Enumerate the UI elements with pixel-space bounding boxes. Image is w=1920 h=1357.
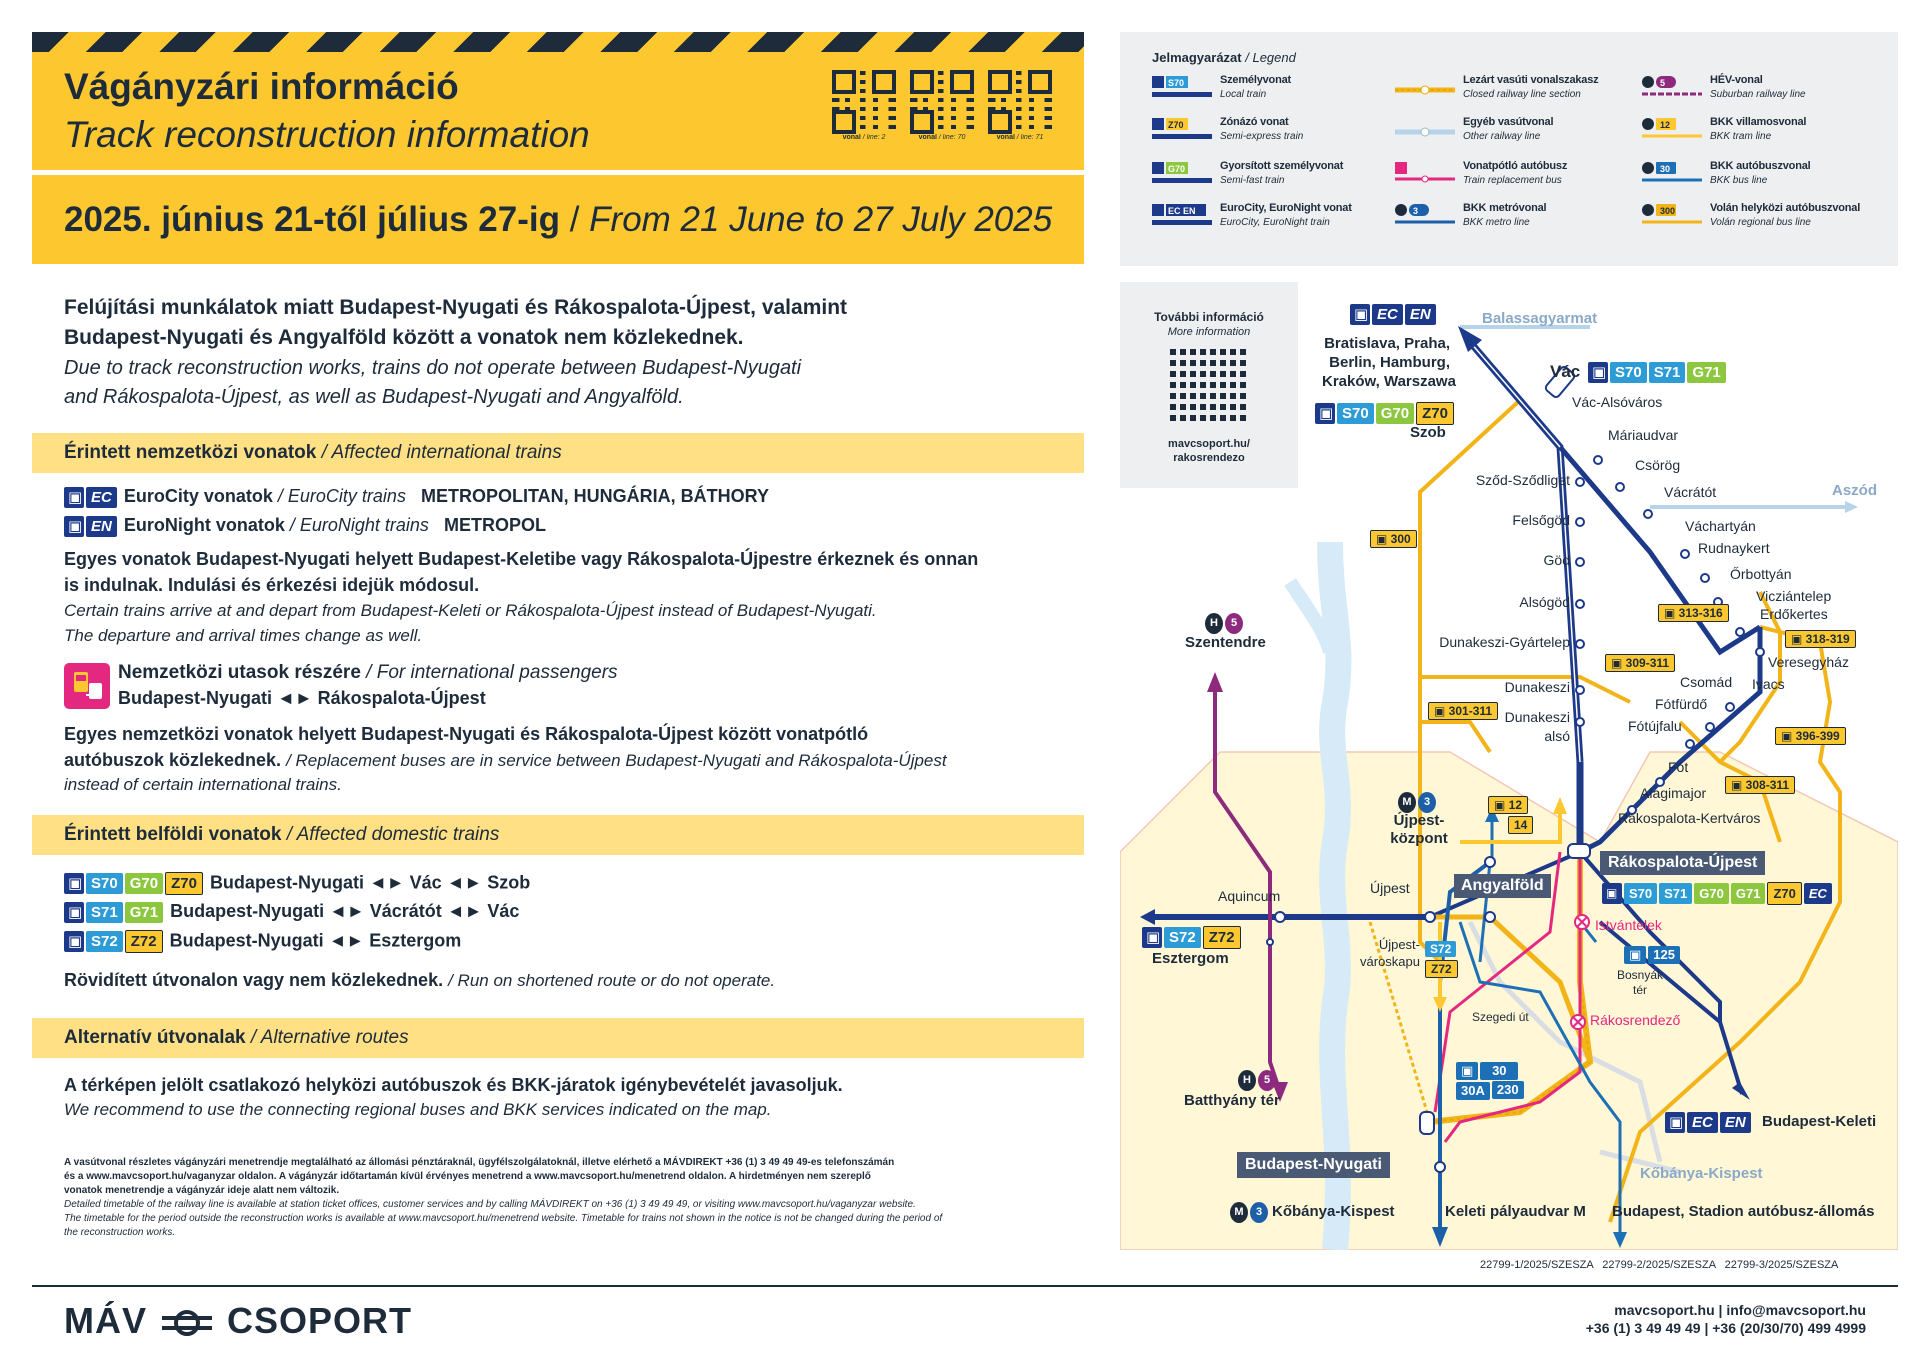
station-aszod: Aszód bbox=[1832, 482, 1877, 499]
bus-badge-313: ▣ 313-316 bbox=[1658, 604, 1731, 622]
station-keleti-palyaudvar: Keleti pályaudvar M bbox=[1445, 1203, 1586, 1220]
ec-row: ▣ EC EuroCity vonatok / EuroCity trains METROPOLITAN, HUNGÁRIA, BÁTHORY bbox=[64, 486, 769, 508]
legend-item-name: Lezárt vasúti vonalszakasz bbox=[1463, 74, 1599, 86]
domestic-note: Rövidített útvonalon vagy nem közlekednek. / Run on shortened route or do not operate. bbox=[64, 970, 776, 990]
legend-item-name: Egyéb vasútvonal bbox=[1463, 116, 1554, 128]
title-hu: Vágányzári információ bbox=[64, 66, 459, 107]
station-god: Göd bbox=[1543, 552, 1570, 568]
legend-panel bbox=[1120, 32, 1898, 266]
intl-note-en-1: Certain trains arrive at and depart from Budapest-Keleti or Rákospalota-Újpest instead of Budapest-Nyugati. bbox=[64, 601, 877, 620]
qr-code-line-70[interactable]: vonal / line: 70 bbox=[910, 70, 974, 141]
legend-item-name: Volán helyközi autóbuszvonal bbox=[1710, 202, 1861, 214]
mav-csoport-logo: MÁV CSOPORT bbox=[64, 1300, 413, 1341]
legend-title: Jelmagyarázat / Legend bbox=[1152, 50, 1296, 65]
legend-item-en: EuroCity, EuroNight train bbox=[1220, 217, 1330, 228]
legend-symbol-icon bbox=[1152, 204, 1212, 226]
intro-hu-1: Felújítási munkálatok miatt Budapest-Nyugati és Rákospalota-Újpest, valamint bbox=[64, 296, 848, 319]
train-icon: ▣ bbox=[64, 931, 84, 952]
station-budapest-keleti: Budapest-Keleti bbox=[1762, 1113, 1877, 1130]
legend-symbol-icon bbox=[1152, 118, 1212, 140]
document-numbers: 22799-1/2025/SZESZA 22799-2/2025/SZESZA 22799-3/2025/SZESZA bbox=[1480, 1259, 1839, 1271]
replacement-bus-icon bbox=[64, 663, 110, 709]
station-mariaudvar: Máriaudvar bbox=[1608, 427, 1679, 443]
alt-hu: A térképen jelölt csatlakozó helyközi autóbuszok és BKK-járatok igénybevételét javasoljuk. bbox=[64, 1075, 843, 1095]
en-row: ▣ EN EuroNight vonatok / EuroNight trains METROPOL bbox=[64, 515, 546, 537]
qr-label: vonal bbox=[842, 134, 861, 141]
legend-train-symbol bbox=[1152, 204, 1212, 228]
footer-divider bbox=[32, 1285, 1898, 1287]
more-info-qr-code[interactable] bbox=[1170, 348, 1248, 426]
hev-badge-szentendre: H 5 bbox=[1205, 613, 1245, 634]
legend-item-en: Closed railway line section bbox=[1463, 89, 1581, 100]
station-vac-alsovaros: Vác-Alsóváros bbox=[1572, 394, 1663, 410]
qr-code-line-2[interactable]: vonal / line: 2 bbox=[832, 70, 896, 141]
legend-item-en: Volán regional bus line bbox=[1710, 217, 1811, 228]
legend-item-name: Vonatpótló autóbusz bbox=[1463, 160, 1568, 172]
legend-symbol-icon bbox=[1642, 76, 1702, 98]
keleti-badges: ▣ EC EN bbox=[1665, 1112, 1753, 1133]
station-ujpest-varoskapu: Újpest- városkapu bbox=[1360, 937, 1420, 969]
station-budapest-nyugati: Budapest-Nyugati bbox=[1237, 1152, 1390, 1178]
szob-badges: ▣ S70 G70 Z70 bbox=[1315, 402, 1456, 425]
legend-symbol-icon bbox=[1395, 204, 1455, 226]
legend-item-en: Semi-express train bbox=[1220, 131, 1304, 142]
logo-wheel-icon bbox=[162, 1308, 212, 1338]
svg-text:3: 3 bbox=[1413, 206, 1419, 216]
train-icon: ▣ bbox=[64, 902, 84, 923]
legend-item-en: BKK bus line bbox=[1710, 175, 1768, 186]
station-fotfurdo: Fótfürdő bbox=[1655, 696, 1708, 712]
station-csomad: Csomád bbox=[1680, 674, 1733, 690]
vac-badges: ▣ S70 S71 G71 bbox=[1588, 362, 1728, 383]
alt-en: We recommend to use the connecting regional buses and BKK services indicated on the map. bbox=[64, 1100, 772, 1119]
station-kobanya-kispest-left: Kőbánya-Kispest bbox=[1272, 1203, 1395, 1220]
header-divider bbox=[32, 170, 1084, 175]
station-vicziantelep: Vicziántelep bbox=[1756, 588, 1832, 604]
footer-contact-2: +36 (1) 3 49 49 49 | +36 (20/30/70) 499 4999 bbox=[1585, 1320, 1866, 1336]
station-istvantelek: Istvántelek bbox=[1595, 917, 1662, 933]
bus-badge-309: ▣ 309-311 bbox=[1605, 654, 1677, 672]
metro-badge-kobanya: M 3 bbox=[1230, 1202, 1270, 1223]
station-rakospalota-ujpest: Rákospalota-Újpest bbox=[1600, 851, 1765, 875]
station-aquincum: Aquincum bbox=[1218, 888, 1281, 904]
intl-passengers: Nemzetközi utasok részére / For international passengers bbox=[118, 662, 618, 683]
train-icon: ▣ bbox=[64, 873, 84, 894]
legend-item-name: Gyorsított személyvonat bbox=[1220, 160, 1344, 172]
svg-text:30: 30 bbox=[1660, 164, 1671, 174]
train-icon: ▣ bbox=[64, 516, 84, 537]
legend-symbol-icon bbox=[1395, 76, 1455, 98]
svg-text:300: 300 bbox=[1660, 206, 1676, 216]
intl-note-hu-1: Egyes vonatok Budapest-Nyugati helyett Budapest-Keletibe vagy Rákospalota-Újpestre érkeznek és onnan bbox=[64, 549, 979, 569]
legend-item-name: HÉV-vonal bbox=[1710, 74, 1763, 86]
svg-text:Z70: Z70 bbox=[1168, 120, 1184, 130]
legend-item-en: Train replacement bus bbox=[1463, 175, 1562, 186]
station-szob: Szob bbox=[1410, 424, 1446, 441]
legend-symbol-icon bbox=[1152, 76, 1212, 98]
hev-badge-batthyany: H 5 bbox=[1238, 1070, 1278, 1091]
date-range: 2025. június 21-től július 27-ig / From 21 June to 27 July 2025 bbox=[64, 200, 1053, 239]
station-fotujfalu: Fótújfalu bbox=[1628, 718, 1682, 734]
legend-item-name: Személyvonat bbox=[1220, 74, 1291, 86]
legend-item-name: BKK metróvonal bbox=[1463, 202, 1547, 214]
legend-item-en: Suburban railway line bbox=[1710, 89, 1806, 100]
station-rakospalota-kertvaros: Rákospalota-Kertváros bbox=[1618, 810, 1761, 826]
more-info-en: More information bbox=[1167, 326, 1251, 338]
legend-item-en: BKK metro line bbox=[1463, 217, 1530, 228]
station-alagimajor: Alagimajor bbox=[1640, 785, 1707, 801]
legend-symbol-icon bbox=[1642, 162, 1702, 184]
domestic-route-3: ▣ S72 Z72 Budapest-Nyugati ◄► Esztergom bbox=[64, 930, 461, 953]
station-orbottyan: Őrbottyán bbox=[1730, 566, 1792, 582]
rakospalota-badges: ▣ S70 S71 G70 G71 Z70 EC bbox=[1602, 882, 1834, 905]
bus-badges-30: ▣ 30 30A 230 bbox=[1456, 1062, 1526, 1100]
bus-badge-301: ▣ 301-311 bbox=[1428, 702, 1500, 720]
route-map bbox=[1120, 282, 1898, 1250]
esztergom-badges: ▣ S72 Z72 bbox=[1142, 926, 1243, 949]
legend-item-name: BKK autóbuszvonal bbox=[1710, 160, 1811, 172]
legend-symbol-icon bbox=[1642, 204, 1702, 226]
intl-destinations: Bratislava, Praha, Berlin, Hamburg, Kraków, Warszawa bbox=[1322, 335, 1456, 390]
domestic-route-2: ▣ S71 G71 Budapest-Nyugati ◄► Vácrátót ◄► Vác bbox=[64, 901, 519, 923]
title-en: Track reconstruction information bbox=[64, 114, 590, 155]
intl-note-hu-2: is indulnak. Indulási és érkezési idejük módosul. bbox=[64, 575, 480, 595]
legend-item-en: Semi-fast train bbox=[1220, 175, 1285, 186]
station-veresegyhaz: Veresegyház bbox=[1768, 654, 1849, 670]
en-train-names: METROPOL bbox=[443, 515, 546, 535]
station-erdokertes: Erdőkertes bbox=[1760, 606, 1828, 622]
replacement-note-hu-1: Egyes nemzetközi vonatok helyett Budapest-Nyugati és Rákospalota-Újpest között vonatpótló bbox=[64, 724, 869, 744]
more-info-hu: További információ bbox=[1154, 310, 1264, 324]
bus-badge-125: ▣ 125 bbox=[1624, 946, 1682, 964]
legend-symbol-icon bbox=[1152, 162, 1212, 184]
station-ivacs: Ivacs bbox=[1752, 676, 1785, 692]
replacement-note-en-3: instead of certain international trains. bbox=[64, 775, 342, 794]
replacement-note-2: autóbuszok közlekednek. / Replacement buses are in service between Budapest-Nyugati and Rákospalota-Újpest bbox=[64, 750, 947, 770]
ec-badge: EC bbox=[86, 487, 117, 508]
station-dunakeszi-gyartelep: Dunakeszi-Gyártelep bbox=[1439, 634, 1570, 650]
station-csorog: Csörög bbox=[1635, 457, 1681, 473]
intl-badges: ▣ EC EN bbox=[1350, 304, 1438, 325]
legend-item-en: Local train bbox=[1220, 89, 1267, 100]
legend-train-symbol bbox=[1152, 118, 1212, 142]
train-icon: ▣ bbox=[64, 487, 84, 508]
legend-train-symbol bbox=[1152, 76, 1212, 100]
bus-badge-308: ▣ 308-311 bbox=[1725, 776, 1797, 794]
footer-contact-1[interactable]: mavcsoport.hu | info@mavcsoport.hu bbox=[1614, 1302, 1866, 1318]
station-dunakeszi-also: Dunakeszi alsó bbox=[1504, 709, 1570, 744]
intl-note-en-2: The departure and arrival times change as well. bbox=[64, 626, 423, 645]
hazard-stripe bbox=[32, 32, 1084, 52]
station-bosnyak: Bosnyák tér bbox=[1616, 968, 1664, 997]
station-vacratot: Vácrátót bbox=[1664, 484, 1717, 500]
en-badge: EN bbox=[86, 516, 117, 537]
station-vachartyan: Váchartyán bbox=[1685, 518, 1756, 534]
intro-en-2: and Rákospalota-Újpest, as well as Budapest-Nyugati and Angyalföld. bbox=[64, 386, 684, 408]
station-angyalfold: Angyalföld bbox=[1454, 874, 1551, 898]
svg-text:EC EN: EC EN bbox=[1168, 206, 1196, 216]
ec-train-names: METROPOLITAN, HUNGÁRIA, BÁTHORY bbox=[420, 486, 769, 506]
intro-hu-2: Budapest-Nyugati és Angyalföld között a vonatok nem közlekednek. bbox=[64, 326, 744, 349]
station-szegedi-ut: Szegedi út bbox=[1472, 1010, 1529, 1024]
station-vac: Vác bbox=[1550, 362, 1581, 381]
domestic-route-1: ▣ S70 G70 Z70 Budapest-Nyugati ◄► Vác ◄► Szob bbox=[64, 872, 530, 895]
station-szentendre: Szentendre bbox=[1185, 634, 1266, 651]
intl-passengers-route: Budapest-Nyugati ◄► Rákospalota-Újpest bbox=[118, 688, 486, 708]
svg-text:12: 12 bbox=[1660, 120, 1671, 130]
legend-train-symbol bbox=[1152, 162, 1212, 186]
legend-item-en: Other railway line bbox=[1463, 131, 1541, 142]
more-info-url-2: rakosrendezo bbox=[1173, 452, 1245, 464]
intro-en-1: Due to track reconstruction works, trains do not operate between Budapest-Nyugati bbox=[64, 357, 802, 379]
legend-item-name: Zónázó vonat bbox=[1220, 116, 1289, 128]
station-fot: Fót bbox=[1668, 759, 1689, 775]
legend-item-name: BKK villamosvonal bbox=[1710, 116, 1807, 128]
station-rudnaykert: Rudnaykert bbox=[1698, 540, 1770, 556]
bus-badge-300: ▣ 300 bbox=[1370, 530, 1419, 548]
station-alsogod: Alsógöd bbox=[1519, 594, 1570, 610]
station-ujpest-kozpont: Újpest- központ bbox=[1390, 812, 1448, 847]
station-esztergom: Esztergom bbox=[1152, 950, 1229, 967]
svg-text:S70: S70 bbox=[1168, 78, 1185, 88]
station-felsogod: Felsőgöd bbox=[1512, 512, 1570, 528]
station-balassagyarmat: Balassagyarmat bbox=[1482, 310, 1598, 327]
station-batthyany: Batthyány tér bbox=[1184, 1092, 1280, 1109]
legend-symbol-icon bbox=[1642, 118, 1702, 140]
station-kobanya-kispest-right: Kőbánya-Kispest bbox=[1640, 1165, 1763, 1182]
legend-symbol-icon bbox=[1395, 162, 1455, 184]
legend-item-en: BKK tram line bbox=[1710, 131, 1772, 142]
qr-label: vonal bbox=[996, 134, 1015, 141]
station-ujpest: Újpest bbox=[1370, 880, 1410, 896]
bus-badge-396: ▣ 396-399 bbox=[1775, 727, 1848, 745]
section-alt: Alternatív útvonalak / Alternative routes bbox=[32, 1018, 1084, 1058]
tram-badges: ▣ 12 14 bbox=[1488, 796, 1535, 834]
header-banner bbox=[32, 32, 1084, 264]
station-stadion: Budapest, Stadion autóbusz-állomás bbox=[1612, 1203, 1875, 1220]
uv-badges: S72 Z72 bbox=[1425, 940, 1460, 978]
qr-label: vonal bbox=[918, 134, 937, 141]
section-intl: Érintett nemzetközi vonatok / Affected international trains bbox=[32, 433, 1084, 473]
station-rakosrendezo: Rákosrendező bbox=[1590, 1012, 1681, 1028]
bus-badge-318: ▣ 318-319 bbox=[1785, 630, 1858, 648]
svg-text:G70: G70 bbox=[1168, 164, 1186, 174]
more-info-url-1: mavcsoport.hu/ bbox=[1168, 438, 1250, 450]
legend-symbol-icon bbox=[1395, 118, 1455, 140]
section-domestic: Érintett belföldi vonatok / Affected domestic trains bbox=[32, 815, 1084, 855]
metro-badge-ujpest: M 3 bbox=[1398, 792, 1438, 813]
svg-text:5: 5 bbox=[1660, 78, 1666, 88]
fine-print: A vasútvonal részletes vágányzári menetrendje megtalálható az állomási pénztáraknál, ügyfélszolgálatoknál, illetve elérhető a MÁVDIREKT +36 (1) 3 49 49 49-es telefonszámán és a www.mavcsoport.hu/vaganyzar oldalon. A vágányzár időtartamán kívül érvényes menetrend a www.mavcsoport.hu/menetrend oldalon. A hirdetményen nem szereplő vonatok menetrendje a vágányzár ideje alatt nem változik. Detailed timetable of the railway line is available at station ticket offices, customer services and by calling MÁVDIREKT on +36 (1) 3 49 49 49, or visiting www.mavcsoport.hu/vaganyzar website. The timetable for the period outside the reconstruction works is available at www.mavcsoport.hu/menetrend website. Timetable for trains not shown in the notice is not be changed during the period of the reconstruction works. bbox=[64, 1157, 943, 1238]
station-szod: Sződ-Sződliget bbox=[1475, 472, 1570, 488]
qr-code-line-71[interactable]: vonal / line: 71 bbox=[988, 70, 1052, 141]
legend-item-name: EuroCity, EuroNight vonat bbox=[1220, 202, 1352, 214]
station-dunakeszi: Dunakeszi bbox=[1504, 679, 1570, 695]
